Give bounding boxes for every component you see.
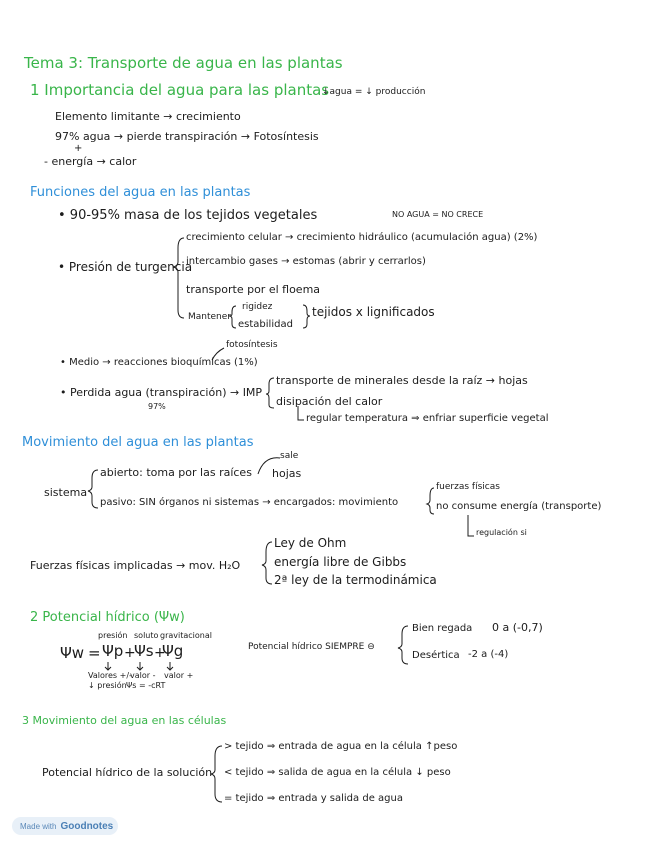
elemento-limitante: Elemento limitante → crecimiento	[55, 110, 241, 123]
psi-w: Ψw	[60, 644, 85, 662]
bien-regada: Bien regada	[412, 623, 473, 634]
psi-p: Ψp	[102, 642, 124, 660]
made-with-text: Made with	[20, 821, 57, 831]
section-2-heading: 2 Potencial hídrico (Ψw)	[30, 610, 185, 625]
transporte-floema: transporte por el floema	[186, 283, 321, 296]
energia-gibbs: energía libre de Gibbs	[274, 555, 407, 569]
desertica-valor: -2 a (-4)	[468, 649, 509, 660]
isotonica: = tejido ⇒ entrada y salida de agua	[224, 793, 403, 804]
desertica: Desértica	[412, 650, 460, 661]
regular-temperatura: regular temperatura ⇒ enfriar superficie vegetal	[306, 413, 549, 424]
fuerzas-implicadas: Fuerzas físicas implicadas → mov. H₂O	[30, 559, 241, 572]
sistema-label: sistema	[44, 486, 88, 499]
valores-p-2: ↓ presión	[88, 681, 127, 690]
plus-sign: +	[74, 143, 83, 154]
hipertonica: < tejido ⇒ salida de agua en la célula ↓ peso	[224, 767, 451, 778]
regulacion-si: regulación si	[476, 528, 527, 537]
no-agua-no-crece: NO AGUA = NO CRECE	[392, 210, 484, 219]
fotosintesis-note: fotosíntesis	[226, 340, 278, 350]
ley-ohm: Ley de Ohm	[274, 536, 347, 550]
sistema-pasivo: pasivo: SIN órganos ni sistemas → encargados: movimiento	[100, 497, 399, 508]
crecimiento-celular: crecimiento celular → crecimiento hidráulico (acumulación agua) (2%)	[186, 232, 538, 243]
goodnotes-brand: Goodnotes	[60, 820, 114, 832]
sale-note: sale	[280, 451, 299, 461]
potencial-solucion: Potencial hídrico de la solución	[42, 766, 213, 779]
movimiento-heading: Movimiento del agua en las plantas	[22, 435, 254, 450]
equals-sign: =	[88, 644, 101, 662]
valores-p-1: Valores +/-	[88, 671, 132, 680]
sistema-abierto: abierto: toma por las raíces	[100, 466, 252, 479]
psi-s: Ψs	[134, 642, 154, 660]
bien-regada-valor: 0 a (-0,7)	[492, 621, 543, 634]
no-consume-energia: no consume energía (transporte)	[436, 501, 602, 512]
energia-calor: - energía → calor	[44, 155, 137, 168]
ley-termodinamica: 2ª ley de la termodinámica	[274, 573, 437, 587]
presion-turgencia: • Presión de turgencia	[58, 260, 193, 274]
perdida-agua: • Perdida agua (transpiración) → IMP	[60, 386, 263, 399]
fuerzas-fisicas-note: fuerzas físicas	[436, 482, 500, 492]
tejidos-lignificados: tejidos x lignificados	[312, 305, 435, 319]
valores-g: valor +	[164, 671, 194, 680]
page-title: Tema 3: Transporte de agua en las plantas	[24, 54, 343, 72]
valores-s-1: valor -	[130, 671, 156, 680]
medio-reacciones: • Medio → reacciones bioquímicas (1%)	[60, 357, 258, 368]
plus-2: +	[154, 645, 166, 661]
estabilidad: estabilidad	[238, 319, 293, 330]
intercambio-gases: intercambio gases → estomas (abrir y cerrarlos)	[186, 256, 426, 267]
goodnotes-badge	[12, 817, 118, 835]
funciones-heading: Funciones del agua en las plantas	[30, 185, 251, 200]
section-1-heading: 1 Importancia del agua para las plantas	[30, 81, 330, 99]
agua-97: 97% agua → pierde transpiración → Fotosíntesis	[55, 130, 319, 143]
label-gravitacional: gravitacional	[160, 631, 212, 640]
psi-g: Ψg	[162, 642, 184, 660]
valores-s-2: Ψs = -cRT	[126, 681, 166, 690]
plus-1: +	[124, 645, 136, 661]
masa-tejidos: • 90-95% masa de los tejidos vegetales	[58, 208, 318, 223]
label-soluto: soluto	[134, 631, 159, 640]
hipotonica: > tejido ⇒ entrada de agua en la célula ↑peso	[224, 741, 458, 752]
potencial-siempre: Potencial hídrico SIEMPRE ⊖	[248, 642, 375, 652]
mantener: Mantener	[188, 312, 231, 322]
label-presion: presión	[98, 631, 128, 640]
hojas-label: hojas	[272, 467, 302, 480]
section-3-heading: 3 Movimiento del agua en las células	[22, 714, 227, 727]
disipacion-calor: disipación del calor	[276, 395, 383, 408]
water-production-note: ↓agua = ↓ producción	[322, 87, 426, 97]
rigidez: rigidez	[242, 302, 273, 312]
transporte-minerales: transporte de minerales desde la raíz → hojas	[276, 374, 528, 387]
pct-97: 97%	[148, 402, 166, 411]
